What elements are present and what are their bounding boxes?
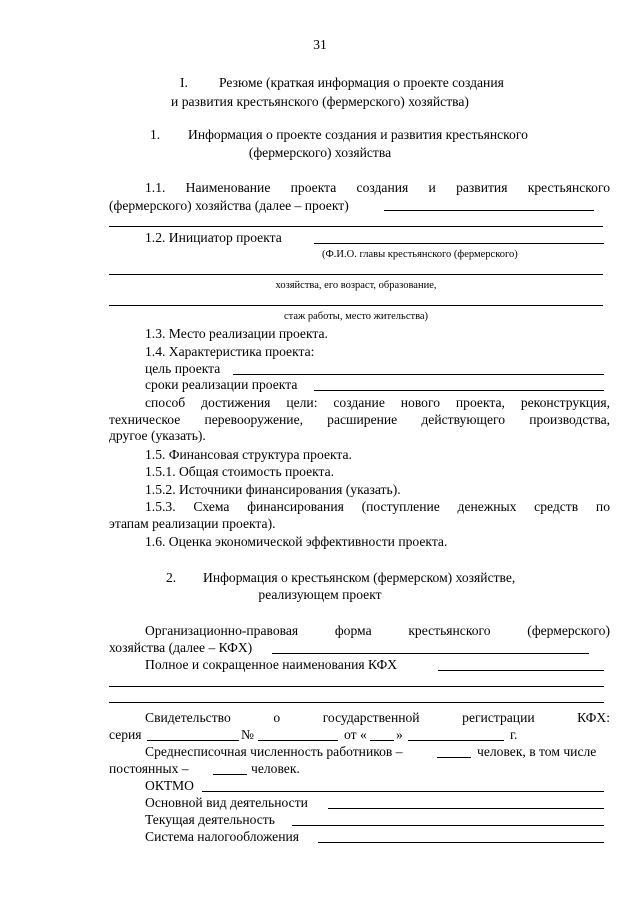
item-1-2: 1.2. Инициатор проекта: [145, 230, 282, 245]
cert-quote-close: »: [396, 727, 403, 742]
oktmo-label: ОКТМО: [145, 778, 194, 793]
project-name-field-2[interactable]: [109, 226, 603, 227]
terms-field[interactable]: [314, 390, 604, 391]
initiator-hint3: стаж работы, место жительства): [283, 311, 429, 322]
full-name-field-3[interactable]: [109, 702, 604, 703]
cert-series-field[interactable]: [147, 740, 239, 741]
sub2-title-line2: реализующем проект: [258, 587, 382, 602]
org-form-line1: Организационно-правовая форма крестьянского (фермерского): [145, 623, 610, 638]
item-1-5-3-line2: этапам реализации проекта).: [109, 516, 276, 531]
item-1-5-2: 1.5.2. Источники финансирования (указать).: [145, 482, 401, 497]
current-activity-label: Текущая деятельность: [145, 812, 275, 827]
item-1-4: 1.4. Характеристика проекта:: [145, 344, 315, 359]
method-line3: другое (указать).: [109, 428, 206, 443]
cert-no-label: №: [241, 727, 254, 742]
full-name-field-2[interactable]: [109, 686, 604, 687]
section-number: I.: [180, 75, 188, 90]
cert-day-field[interactable]: [370, 740, 394, 741]
cert-from-label: от «: [344, 727, 367, 742]
item-1-6: 1.6. Оценка экономической эффективности проекта.: [145, 534, 448, 549]
sub1-title-line2: (фермерского) хозяйства: [248, 145, 392, 160]
current-activity-field[interactable]: [292, 825, 604, 826]
full-name-field[interactable]: [438, 670, 604, 671]
main-activity-label: Основной вид деятельности: [145, 795, 308, 810]
cert-line1: Свидетельство о государственной регистрации КФХ:: [145, 710, 610, 725]
org-form-line2: хозяйства (далее – КФХ): [109, 640, 253, 655]
main-activity-field[interactable]: [328, 808, 604, 809]
org-form-field[interactable]: [272, 653, 589, 654]
full-name-label: Полное и сокращенное наименования КФХ: [145, 657, 398, 672]
cert-series-label: серия: [109, 727, 142, 742]
initiator-hint1: (Ф.И.О. главы крестьянского (фермерского): [322, 249, 518, 260]
staff-label-b: человек, в том числе: [477, 744, 597, 759]
initiator-field-3[interactable]: [109, 305, 603, 306]
oktmo-field[interactable]: [202, 791, 604, 792]
initiator-field-2[interactable]: [109, 274, 603, 275]
goal-label: цель проекта: [145, 361, 221, 376]
method-line1: способ достижения цели: создание нового проекта, реконструкция,: [145, 395, 610, 410]
sub2-title-line1: Информация о крестьянском (фермерском) хозяйстве,: [203, 570, 516, 585]
section-title-line1: Резюме (краткая информация о проекте создания: [219, 75, 504, 90]
staff-permanent-label: постоянных –: [109, 761, 189, 776]
staff-permanent-field[interactable]: [213, 774, 247, 775]
page-number: 31: [313, 37, 327, 52]
goal-field[interactable]: [233, 374, 604, 375]
project-name-field[interactable]: [384, 210, 594, 211]
cert-no-field[interactable]: [258, 740, 338, 741]
cert-year-label: г.: [510, 727, 518, 742]
staff-label-a: Среднесписочная численность работников –: [145, 744, 403, 759]
item-1-3: 1.3. Место реализации проекта.: [145, 326, 328, 341]
tax-system-field[interactable]: [318, 842, 604, 843]
item-1-5: 1.5. Финансовая структура проекта.: [145, 447, 352, 462]
item-1-5-3-line1: 1.5.3. Схема финансирования (поступление денежных средств по: [145, 499, 610, 514]
tax-system-label: Система налогообложения: [145, 829, 299, 844]
sub1-title-line1: Информация о проекте создания и развития крестьянского: [188, 127, 528, 142]
method-line2: техническое перевооружение, расширение действующего производства,: [109, 412, 610, 427]
staff-permanent-unit: человек.: [251, 761, 300, 776]
terms-label: сроки реализации проекта: [145, 377, 298, 392]
section-title-line2: и развития крестьянского (фермерского) хозяйства): [171, 94, 469, 109]
item-1-1-line2: (фермерского) хозяйства (далее – проект): [109, 198, 349, 213]
sub1-number: 1.: [150, 127, 161, 142]
staff-total-field[interactable]: [437, 757, 471, 758]
item-1-1-line1: 1.1. Наименование проекта создания и развития крестьянского: [145, 180, 610, 195]
sub2-number: 2.: [166, 570, 177, 585]
item-1-5-1: 1.5.1. Общая стоимость проекта.: [145, 464, 335, 479]
initiator-hint2: хозяйства, его возраст, образование,: [275, 280, 437, 291]
cert-month-field[interactable]: [408, 740, 504, 741]
initiator-field[interactable]: [314, 243, 604, 244]
